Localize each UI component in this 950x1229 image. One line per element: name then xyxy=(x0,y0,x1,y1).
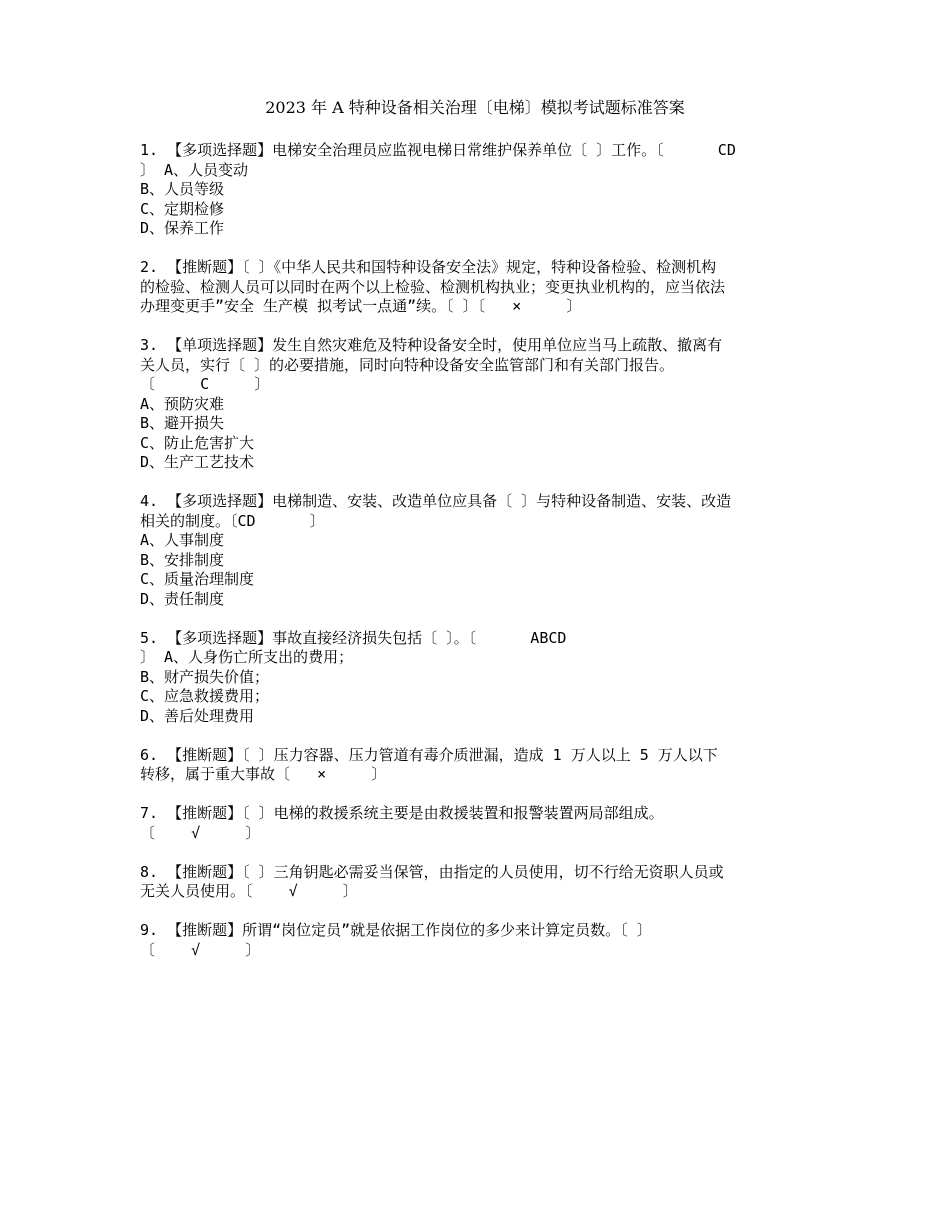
question-3-line-3: 〔 C 〕 xyxy=(140,375,270,393)
question-1-line-5: D、保养工作 xyxy=(140,219,225,237)
question-2 xyxy=(140,258,820,317)
question-1-line-3: B、人员等级 xyxy=(140,180,225,198)
question-5-line-4: C、应急救援费用； xyxy=(140,687,270,705)
question-3-line-7: D、生产工艺技术 xyxy=(140,453,255,471)
question-5-line-2: 〕 A、人身伤亡所支出的费用； xyxy=(140,648,354,666)
question-8-line-2: 无关人员使用。〔 √ 〕 xyxy=(140,882,358,900)
question-3-line-6: C、防止危害扩大 xyxy=(140,433,255,452)
document-title: 2023 年 A 特种设备相关治理〔电梯〕模拟考试题标准答案 xyxy=(265,98,685,117)
question-9 xyxy=(140,921,820,960)
question-4-line-1: 4. 【多项选择题】电梯制造、安装、改造单位应具备〔 〕与特种设备制造、安装、改造 xyxy=(140,492,732,510)
question-1-line-1: 1. 【多项选择题】电梯安全治理员应监视电梯日常维护保养单位〔 〕工作。〔 CD xyxy=(140,141,736,159)
question-5-line-5: D、善后处理费用 xyxy=(140,706,255,725)
question-2-line-3: 办理变更手”安全 生产模 拟考试一点通”续。〔 〕〔 × 〕 xyxy=(140,297,582,315)
question-4-line-5: C、质量治理制度 xyxy=(140,570,255,588)
question-1 xyxy=(140,141,820,239)
question-6-line-2: 转移，属于重大事故〔 × 〕 xyxy=(140,765,387,783)
question-1-line-4: C、定期检修 xyxy=(140,199,225,218)
question-4-line-6: D、责任制度 xyxy=(140,589,225,608)
question-3-line-1: 3. 【单项选择题】发生自然灾难危及特种设备安全时，使用单位应当马上疏散、撤离有 xyxy=(140,336,723,354)
question-2-line-1: 2. 【推断题】〔 〕《中华人民共和国特种设备安全法》规定，特种设备检验、检测机构 xyxy=(140,258,717,276)
question-list xyxy=(140,141,820,980)
question-6-line-1: 6. 【推断题】〔 〕压力容器、压力管道有毒介质泄漏，造成 1 万人以上 5 万人以下 xyxy=(140,745,718,764)
question-1-line-2: 〕 A、人员变动 xyxy=(140,160,249,179)
question-5-line-1: 5. 【多项选择题】事故直接经济损失包括〔 〕。〔 ABCD xyxy=(140,628,567,647)
question-7 xyxy=(140,804,820,843)
question-9-line-1: 9. 【推断题】所谓“岗位定员”就是依据工作岗位的多少来计算定员数。〔 〕 xyxy=(140,921,652,939)
question-4-line-3: A、人事制度 xyxy=(140,531,225,549)
question-5-line-3: B、财产损失价值； xyxy=(140,667,270,686)
question-8-line-1: 8. 【推断题】〔 〕三角钥匙必需妥当保管，由指定的人员使用，切不行给无资职人员或 xyxy=(140,862,724,881)
question-3-line-5: B、避开损失 xyxy=(140,414,225,432)
question-6 xyxy=(140,746,820,785)
question-4-line-4: B、安排制度 xyxy=(140,550,225,569)
question-9-line-2: 〔 √ 〕 xyxy=(140,940,261,959)
question-7-line-1: 7. 【推断题】〔 〕电梯的救援系统主要是由救援装置和报警装置两局部组成。 xyxy=(140,804,664,822)
question-8 xyxy=(140,863,820,902)
question-4 xyxy=(140,492,820,609)
question-4-line-2: 相关的制度。〔CD 〕 xyxy=(140,511,325,530)
question-7-line-2: 〔 √ 〕 xyxy=(140,823,261,842)
question-3-line-2: 关人员，实行〔 〕的必要措施，同时向特种设备安全监管部门和有关部门报告。 xyxy=(140,355,675,374)
question-3 xyxy=(140,336,820,473)
question-2-line-2: 的检验、检测人员可以同时在两个以上检验、检测机构执业；变更执业机构的，应当依法 xyxy=(140,277,726,296)
question-5 xyxy=(140,629,820,727)
question-3-line-4: A、预防灾难 xyxy=(140,394,225,413)
